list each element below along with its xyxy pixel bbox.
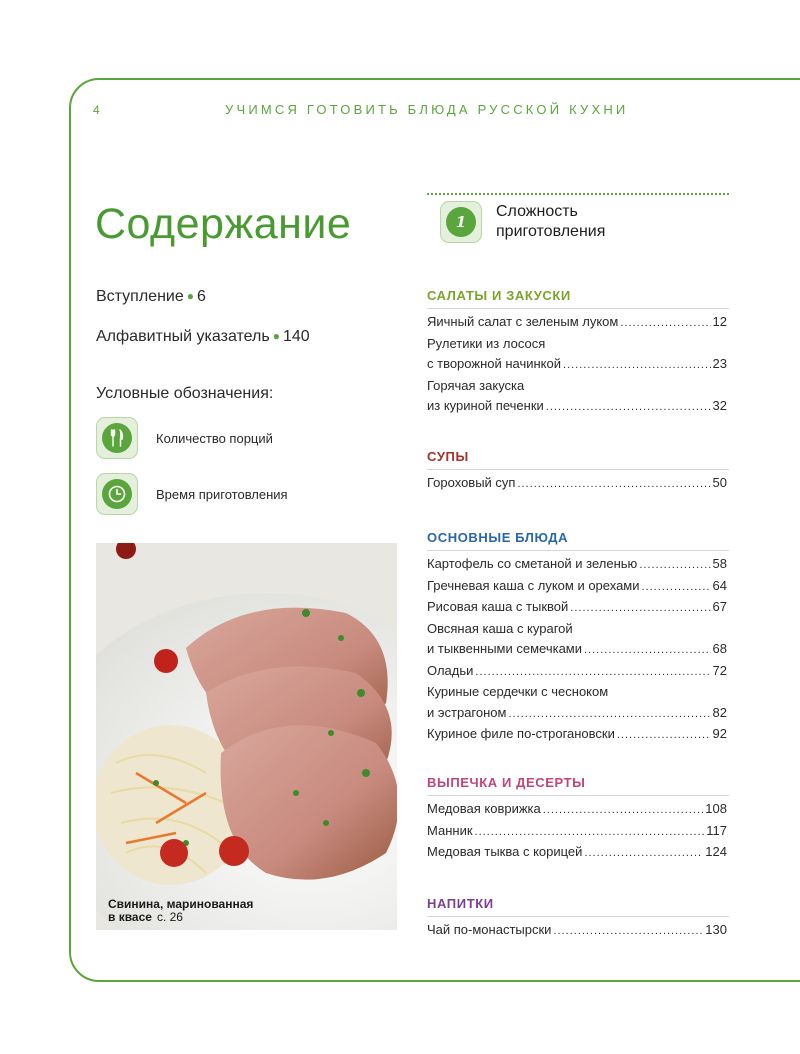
toc-entry[interactable]: Манник ..... 117 — [427, 821, 729, 843]
section-title: СУПЫ — [427, 449, 729, 470]
bullet-icon: ● — [186, 289, 194, 303]
toc-entry[interactable]: Чай по-монастырски ..... 130 — [427, 920, 729, 942]
toc-index-entry[interactable] — [96, 328, 310, 346]
section-title: ВЫПЕЧКА И ДЕСЕРТЫ — [427, 775, 729, 796]
toc-entry-line[interactable]: Горячая закуска — [427, 377, 525, 393]
running-title: УЧИМСЯ ГОТОВИТЬ БЛЮДА РУССКОЙ КУХНИ — [225, 102, 629, 117]
toc-entry-line[interactable]: Овсяная каша с курагой — [427, 620, 573, 636]
photo-caption-line1: Свинина, маринованная — [108, 897, 254, 911]
toc-entry-line[interactable]: Куриные сердечки с чесноком — [427, 684, 609, 699]
toc-index-page: 140 — [282, 328, 310, 345]
photo-caption-page: с. 26 — [156, 910, 183, 924]
toc-entry[interactable]: Куриное филе по-строгановски ..... 92 — [427, 724, 729, 746]
toc-entry[interactable]: Яичный салат с зеленым луком ..... 12 — [427, 312, 729, 334]
toc-entry-line[interactable]: Рулетики из лосося — [427, 335, 546, 351]
photo-caption-line2: в квасе — [108, 910, 152, 924]
bullet-icon: ● — [272, 329, 280, 343]
toc-entry[interactable]: и эстрагоном ..... 82 — [427, 703, 729, 725]
difficulty-badge-number: 1 — [455, 213, 467, 231]
difficulty-badge-icon — [440, 201, 482, 243]
section-title: САЛАТЫ И ЗАКУСКИ — [427, 288, 729, 309]
toc-entry[interactable]: и тыквенными семечками ..... 68 — [427, 639, 729, 661]
section-title: НАПИТКИ — [427, 896, 729, 917]
difficulty-label-line1: Сложность — [496, 203, 578, 220]
legend-time-label: Время приготовления — [156, 486, 288, 502]
toc-index-label: Алфавитный указатель — [96, 328, 270, 345]
toc-intro-label: Вступление — [96, 288, 184, 305]
toc-entry[interactable]: Медовая коврижка ..... 108 — [427, 799, 729, 821]
section-soups — [427, 449, 729, 495]
difficulty-label-line2: приготовления — [496, 223, 606, 240]
toc-entry[interactable]: Оладьи ..... 72 — [427, 661, 729, 683]
toc-entry[interactable]: Медовая тыква с корицей ..... 124 — [427, 842, 729, 864]
toc-entry[interactable]: Гороховый суп ..... 50 — [427, 473, 729, 495]
photo-caption — [108, 898, 253, 924]
toc-entry[interactable]: Картофель со сметаной и зеленью ..... 58 — [427, 554, 729, 576]
toc-entry[interactable]: Гречневая каша с луком и орехами ..... 64 — [427, 576, 729, 598]
page-number: 4 — [93, 103, 100, 117]
section-mains — [427, 530, 729, 746]
toc-entry[interactable]: с творожной начинкой ..... 23 — [427, 354, 729, 376]
section-baking — [427, 775, 729, 864]
toc-intro-entry[interactable] — [96, 288, 206, 306]
toc-title: Содержание — [95, 200, 352, 248]
difficulty-legend — [440, 201, 605, 243]
toc-entry[interactable]: Рисовая каша с тыквой ..... 67 — [427, 597, 729, 619]
toc-entry[interactable]: из куриной печенки ..... 32 — [427, 396, 729, 418]
legend-servings-label: Количество порций — [156, 430, 273, 446]
toc-intro-page: 6 — [197, 288, 206, 305]
legend-servings — [96, 417, 273, 459]
dish-photo — [96, 543, 397, 930]
section-drinks — [427, 896, 729, 942]
legend-time — [96, 473, 288, 515]
legend-title: Условные обозначения: — [96, 385, 274, 402]
clock-icon — [96, 473, 138, 515]
section-title: ОСНОВНЫЕ БЛЮДА — [427, 530, 729, 551]
section-salads — [427, 288, 729, 418]
fork-knife-icon — [96, 417, 138, 459]
divider-dotted — [427, 193, 729, 195]
